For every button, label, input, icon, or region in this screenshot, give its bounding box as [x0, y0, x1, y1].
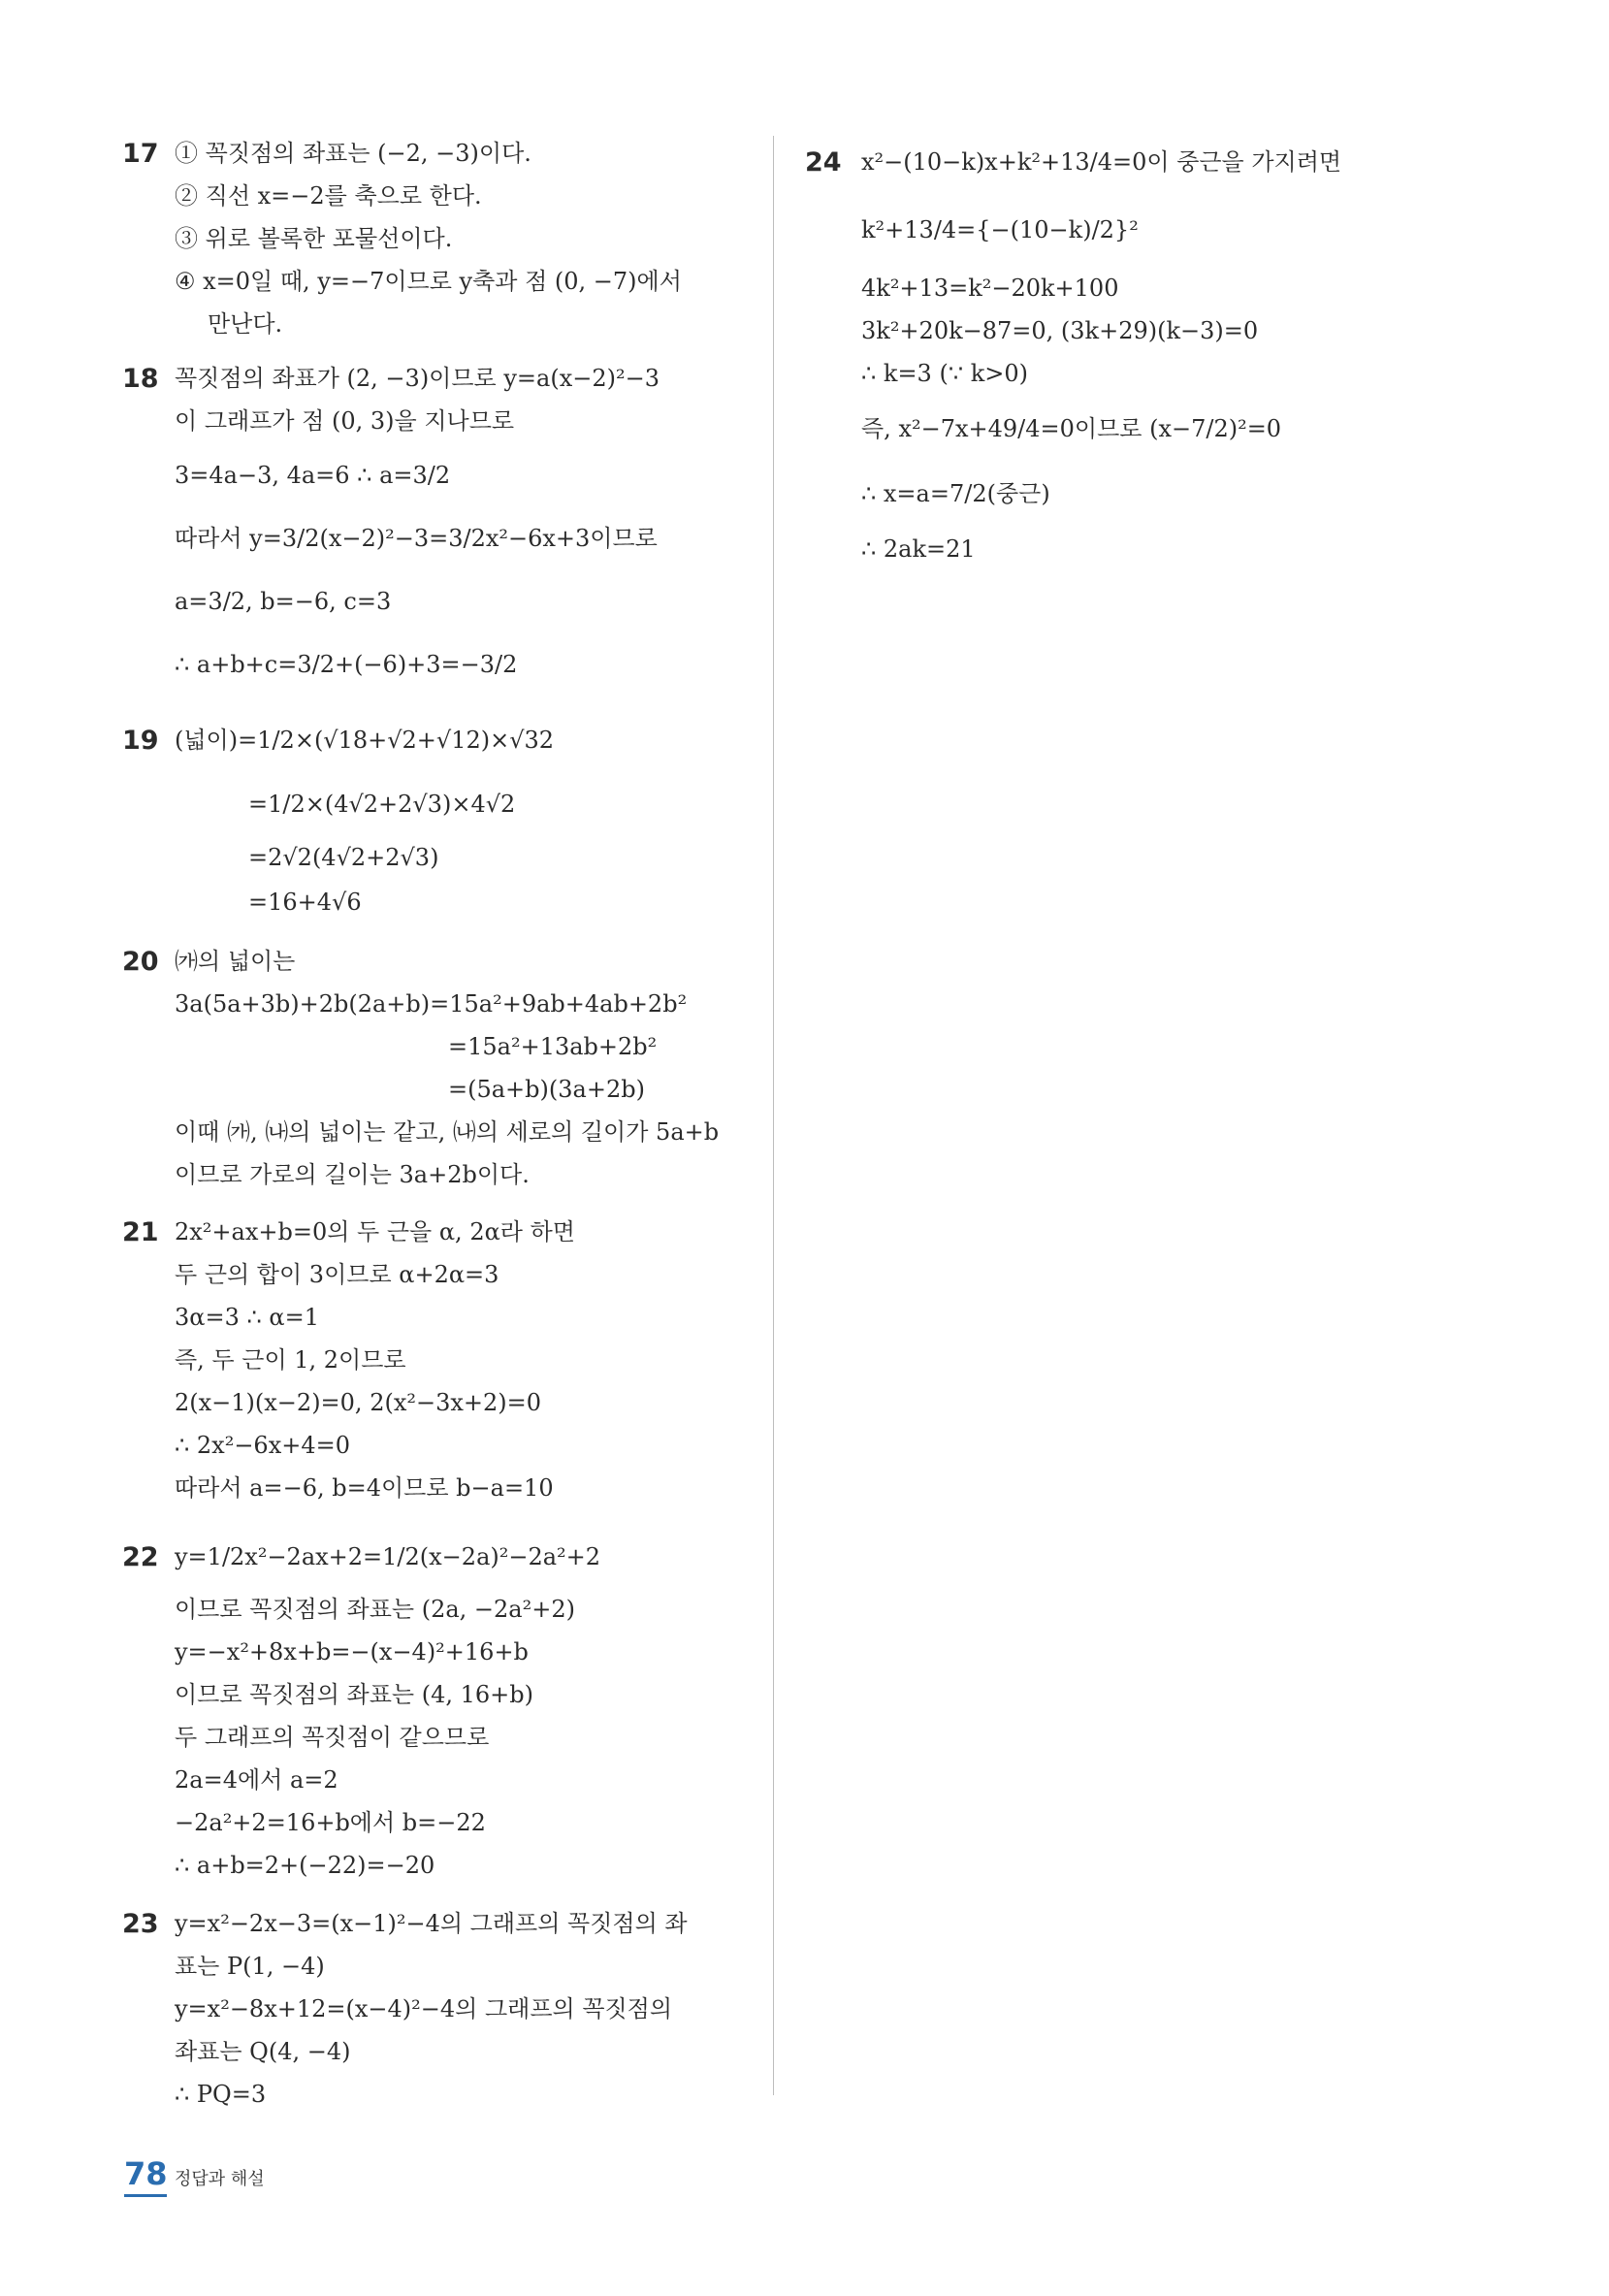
problem-21-number: 21	[122, 1217, 159, 1247]
p18-line-5: a=3/2, b=−6, c=3	[175, 588, 392, 615]
p22-line-4: 이므로 꼭짓점의 좌표는 (4, 16+b)	[175, 1681, 533, 1708]
p23-line-3: y=x²−8x+12=(x−4)²−4의 그래프의 꼭짓점의	[175, 1995, 673, 2022]
p19-line-1: (넓이)=1/2×(√18+√2+√12)×√32	[175, 727, 555, 754]
p23-line-5: ∴ PQ=3	[175, 2081, 267, 2108]
p20-line-3: =15a²+13ab+2b²	[448, 1033, 658, 1060]
p24-line-4: 3k²+20k−87=0, (3k+29)(k−3)=0	[861, 317, 1259, 344]
p18-line-1: 꼭짓점의 좌표가 (2, −3)이므로 y=a(x−2)²−3	[175, 365, 660, 392]
page-number: 78	[124, 2155, 168, 2192]
p20-line-4: =(5a+b)(3a+2b)	[448, 1076, 645, 1103]
p22-line-7: −2a²+2=16+b에서 b=−22	[175, 1809, 486, 1836]
p18-line-4: 따라서 y=3/2(x−2)²−3=3/2x²−6x+3이므로	[175, 525, 658, 552]
p23-line-2: 표는 P(1, −4)	[175, 1953, 325, 1980]
problem-24-number: 24	[805, 147, 842, 178]
p17-line-1: ① 꼭짓점의 좌표는 (−2, −3)이다.	[175, 140, 531, 167]
p24-line-3: 4k²+13=k²−20k+100	[861, 275, 1119, 302]
p20-line-1: ㈎의 넓이는	[175, 948, 296, 975]
p21-line-1: 2x²+ax+b=0의 두 근을 α, 2α라 하면	[175, 1218, 575, 1245]
p24-line-8: ∴ 2ak=21	[861, 535, 976, 563]
p22-line-8: ∴ a+b=2+(−22)=−20	[175, 1852, 435, 1879]
problem-17-number: 17	[122, 139, 159, 169]
p22-line-2: 이므로 꼭짓점의 좌표는 (2a, −2a²+2)	[175, 1596, 575, 1623]
footer-label: 정답과 해설	[175, 2169, 265, 2189]
p21-line-7: 따라서 a=−6, b=4이므로 b−a=10	[175, 1474, 554, 1502]
p22-line-6: 2a=4에서 a=2	[175, 1766, 338, 1794]
p17-line-2: ② 직선 x=−2를 축으로 한다.	[175, 182, 482, 210]
p19-line-4: =16+4√6	[248, 889, 362, 916]
p21-line-3: 3α=3 ∴ α=1	[175, 1304, 319, 1331]
p23-line-1: y=x²−2x−3=(x−1)²−4의 그래프의 꼭짓점의 좌	[175, 1910, 688, 1937]
p20-line-2: 3a(5a+3b)+2b(2a+b)=15a²+9ab+4ab+2b²	[175, 990, 688, 1018]
p17-line-5: 만난다.	[208, 310, 283, 338]
p22-line-5: 두 그래프의 꼭짓점이 같으므로	[175, 1724, 490, 1751]
column-divider	[773, 136, 774, 2095]
problem-20-number: 20	[122, 947, 159, 977]
p21-line-2: 두 근의 합이 3이므로 α+2α=3	[175, 1261, 499, 1288]
footer-accent-bar	[124, 2194, 167, 2197]
p22-line-3: y=−x²+8x+b=−(x−4)²+16+b	[175, 1638, 529, 1665]
problem-22-number: 22	[122, 1542, 159, 1572]
p21-line-6: ∴ 2x²−6x+4=0	[175, 1432, 350, 1459]
p24-line-5: ∴ k=3 (∵ k>0)	[861, 360, 1028, 387]
p24-line-6: 즉, x²−7x+49/4=0이므로 (x−7/2)²=0	[861, 415, 1282, 442]
p18-line-2: 이 그래프가 점 (0, 3)을 지나므로	[175, 407, 515, 435]
p21-line-5: 2(x−1)(x−2)=0, 2(x²−3x+2)=0	[175, 1389, 542, 1416]
problem-23-number: 23	[122, 1909, 159, 1939]
p19-line-3: =2√2(4√2+2√3)	[248, 844, 439, 871]
p21-line-4: 즉, 두 근이 1, 2이므로	[175, 1346, 406, 1374]
p19-line-2: =1/2×(4√2+2√3)×4√2	[248, 791, 516, 818]
p24-line-1: x²−(10−k)x+k²+13/4=0이 중근을 가지려면	[861, 148, 1342, 176]
p18-line-6: ∴ a+b+c=3/2+(−6)+3=−3/2	[175, 651, 518, 678]
problem-19-number: 19	[122, 726, 159, 756]
p17-line-3: ③ 위로 볼록한 포물선이다.	[175, 225, 453, 252]
p24-line-7: ∴ x=a=7/2(중근)	[861, 480, 1050, 507]
p18-line-3: 3=4a−3, 4a=6 ∴ a=3/2	[175, 462, 451, 489]
p24-line-2: k²+13/4={−(10−k)/2}²	[861, 216, 1139, 243]
p22-line-1: y=1/2x²−2ax+2=1/2(x−2a)²−2a²+2	[175, 1543, 601, 1570]
p23-line-4: 좌표는 Q(4, −4)	[175, 2038, 351, 2065]
p20-line-6: 이므로 가로의 길이는 3a+2b이다.	[175, 1161, 530, 1188]
p17-line-4: ④ x=0일 때, y=−7이므로 y축과 점 (0, −7)에서	[175, 268, 682, 295]
problem-18-number: 18	[122, 364, 159, 394]
p20-line-5: 이때 ㈎, ㈏의 넓이는 같고, ㈏의 세로의 길이가 5a+b	[175, 1118, 720, 1146]
